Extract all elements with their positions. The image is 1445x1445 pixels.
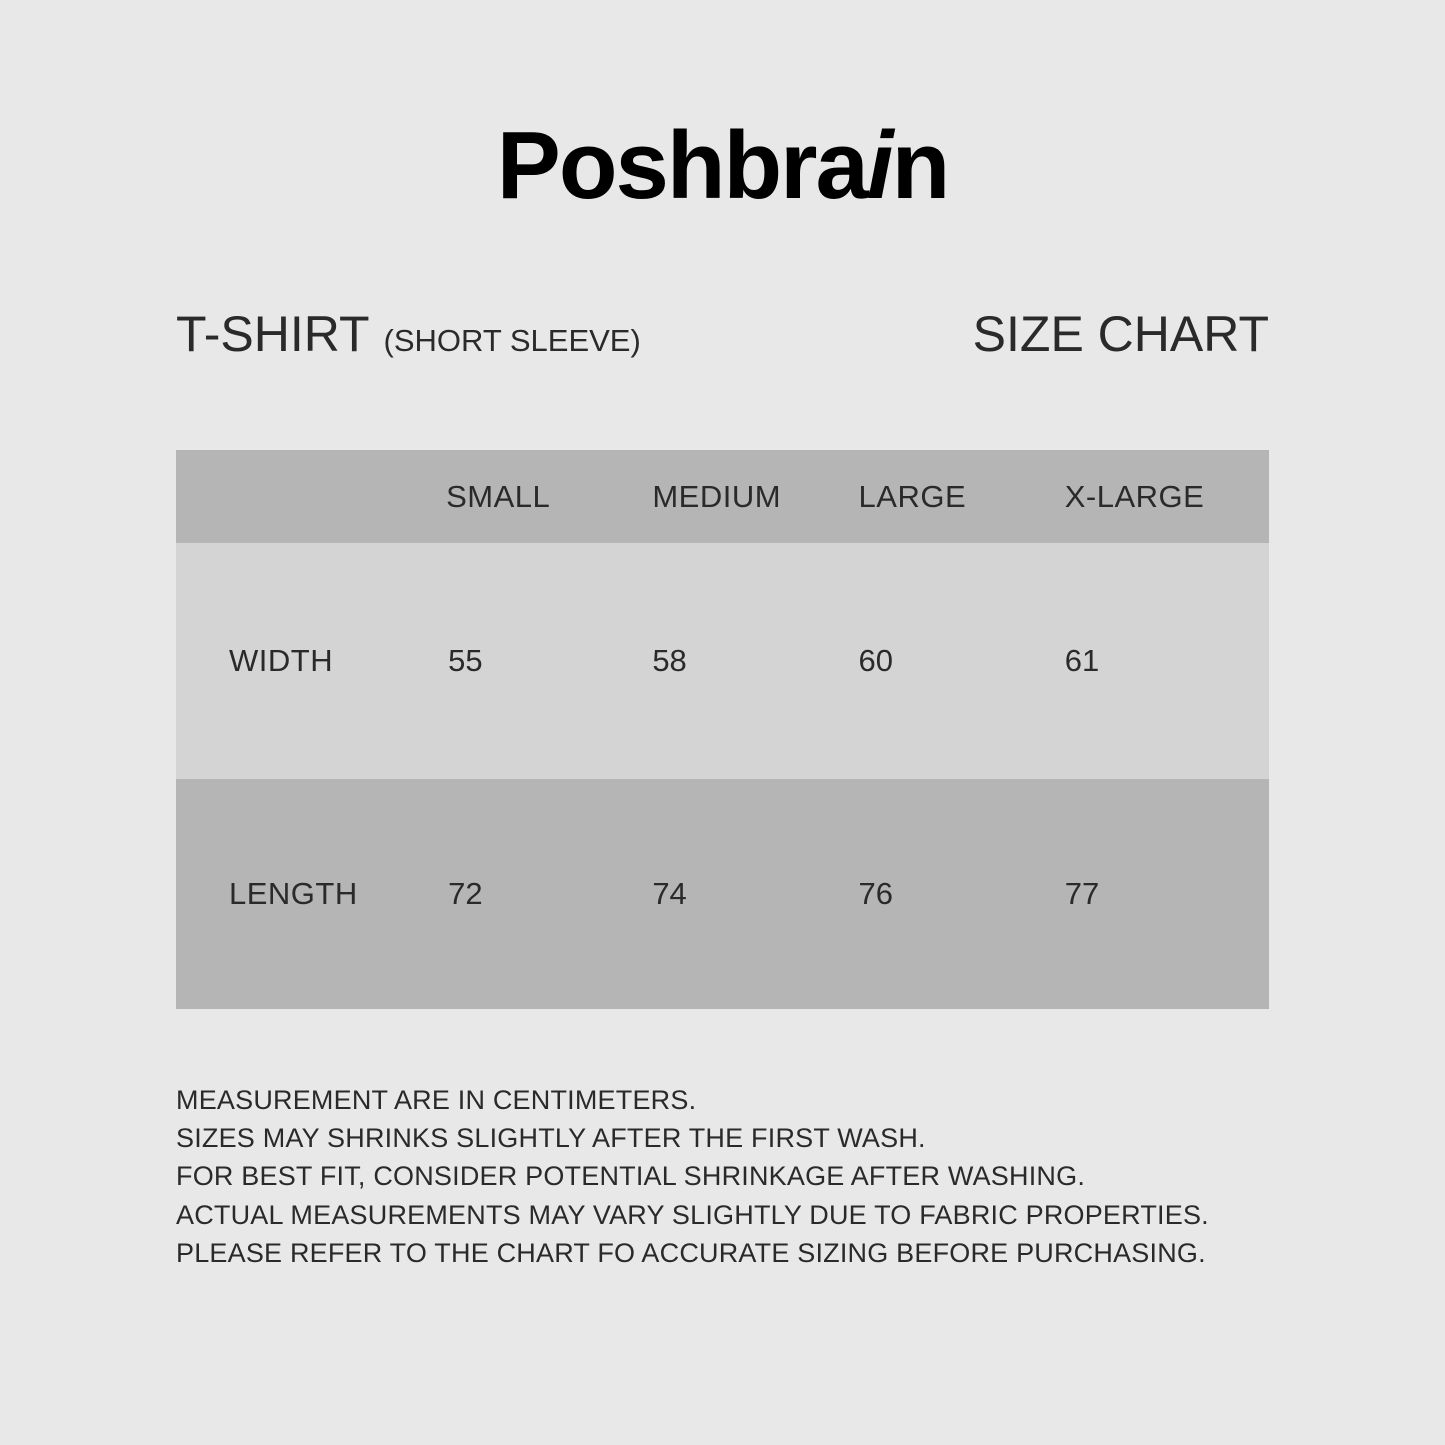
column-header-medium: MEDIUM	[652, 478, 782, 514]
product-title-group	[176, 305, 641, 363]
cell-length-large: 76	[858, 876, 894, 911]
note-line: ACTUAL MEASUREMENTS MAY VARY SLIGHTLY DUE TO FABRIC PROPERTIES.	[176, 1199, 1209, 1230]
brand-name-part1: Poshbra	[496, 112, 867, 219]
cell-length-medium: 74	[652, 876, 687, 911]
column-header-large: LARGE	[858, 478, 967, 514]
column-header-xlarge: X-LARGE	[1064, 478, 1205, 514]
row-label-width: WIDTH	[229, 643, 334, 678]
table-corner-cell	[176, 450, 444, 543]
note-line: SIZES MAY SHRINKS SLIGHTLY AFTER THE FIRST WASH.	[176, 1123, 926, 1154]
cell-length-small: 72	[448, 876, 483, 911]
notes-block	[176, 1082, 1296, 1273]
cell-width-large: 60	[858, 643, 894, 678]
note-line: FOR BEST FIT, CONSIDER POTENTIAL SHRINKAGE AFTER WASHING.	[176, 1161, 1086, 1192]
note-line: PLEASE REFER TO THE CHART FO ACCURATE SIZING BEFORE PURCHASING.	[176, 1237, 1206, 1268]
page-title: T-SHIRT	[176, 306, 370, 362]
cell-width-medium: 58	[652, 643, 687, 678]
table-row	[176, 543, 1269, 779]
cell-width-xlarge: 61	[1064, 643, 1100, 678]
brand-name-italic-i: i	[866, 112, 892, 219]
chart-label: SIZE CHART	[972, 306, 1269, 362]
note-line: MEASUREMENT ARE IN CENTIMETERS.	[176, 1085, 697, 1115]
row-label-length: LENGTH	[229, 876, 358, 911]
cell-width-small: 55	[448, 643, 483, 678]
column-header-small: SMALL	[446, 478, 551, 514]
brand-logo	[0, 112, 1445, 219]
table-row	[176, 779, 1269, 1009]
table-header-row	[176, 450, 1269, 543]
product-subtitle: (SHORT SLEEVE)	[383, 323, 641, 358]
size-chart-table	[176, 450, 1269, 1009]
brand-name-part2: n	[891, 112, 949, 219]
cell-length-xlarge: 77	[1064, 876, 1100, 911]
title-row	[176, 305, 1269, 363]
